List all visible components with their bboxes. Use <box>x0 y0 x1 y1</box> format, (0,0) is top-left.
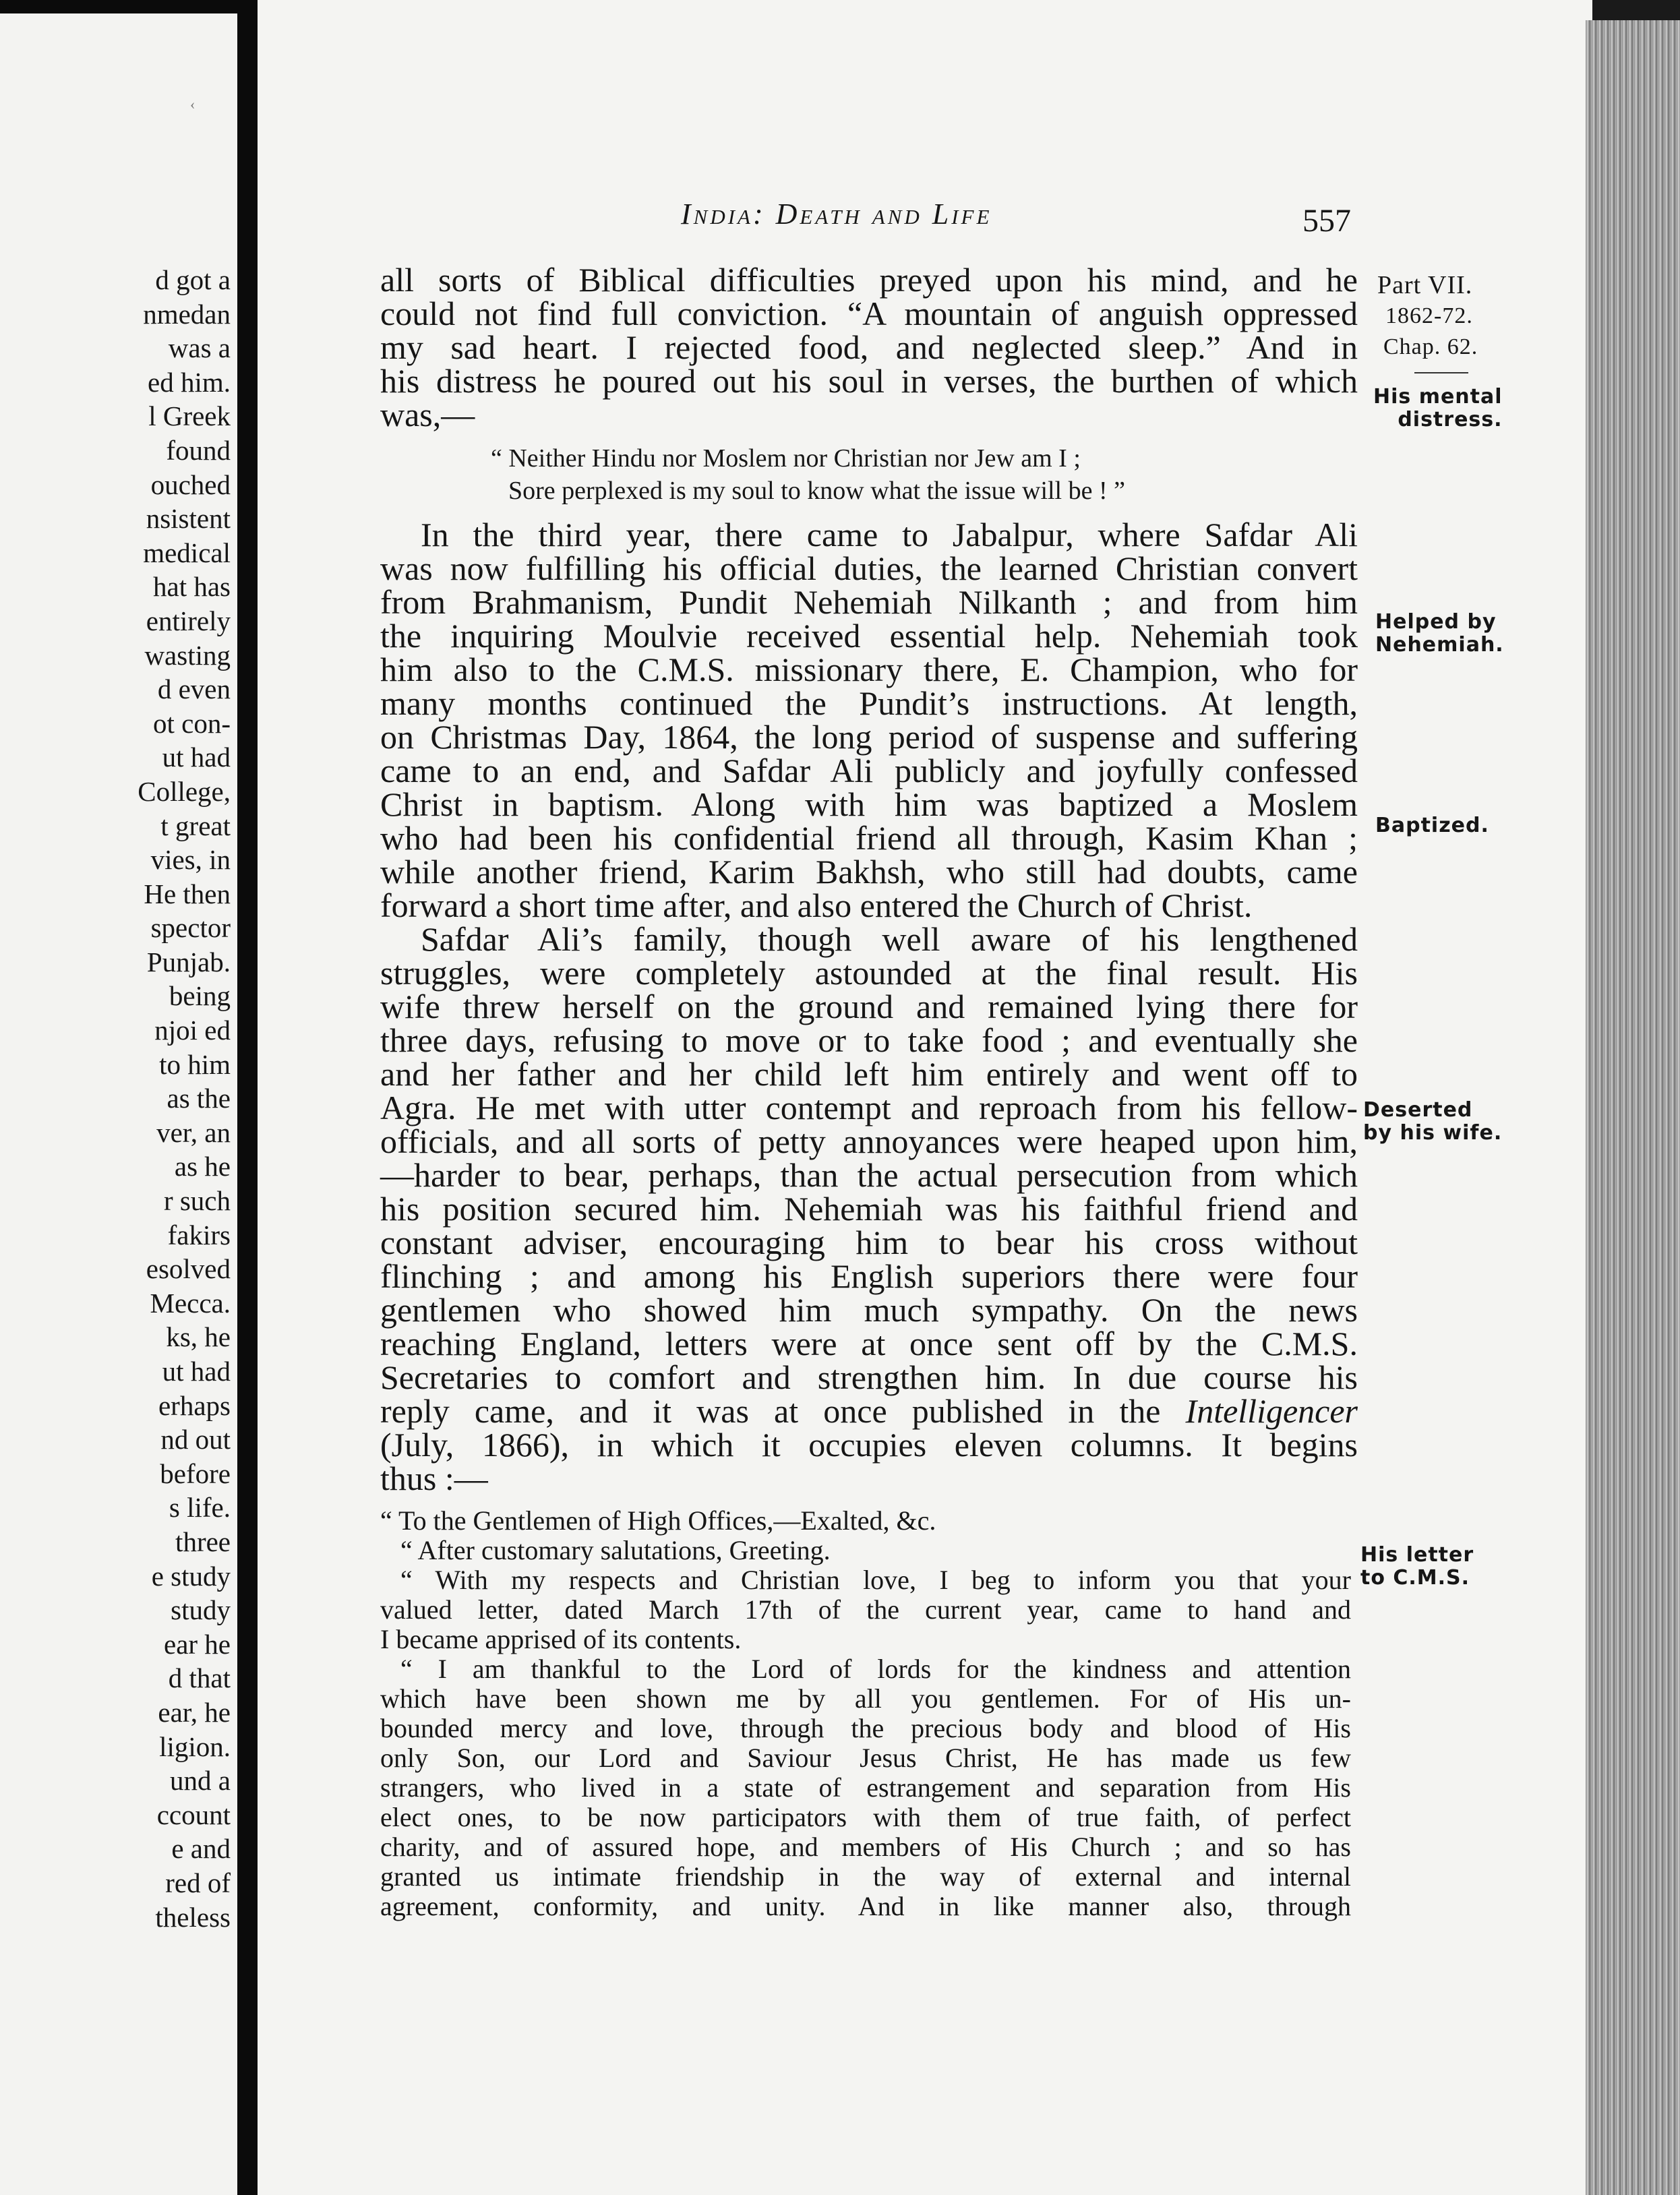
text-line: thus :— <box>380 1460 488 1497</box>
previous-page-line: vies, in <box>150 844 231 876</box>
letter-line: strangers, who lived in a state of estrangement and separation from His <box>380 1772 1351 1803</box>
journal-title: Intelligencer <box>1185 1392 1358 1430</box>
text-line: was,— <box>380 396 475 433</box>
margin-note-line: Nehemiah. <box>1375 633 1504 657</box>
letter-line: “ After customary salutations, Greeting. <box>400 1535 831 1565</box>
previous-page-line: s life. <box>169 1492 231 1524</box>
margin-note-line: to C.M.S. <box>1360 1566 1470 1590</box>
text-line: was now fulfilling his official duties, the learned Christian convert <box>380 549 1358 587</box>
text-line: —harder to bear, perhaps, than the actual persecution from which <box>380 1156 1358 1194</box>
previous-page-line: wasting <box>144 639 231 671</box>
margin-part: Part VII. <box>1377 271 1473 299</box>
text-line: many months continued the Pundit’s instructions. At length, <box>380 684 1358 722</box>
main-text <box>380 263 1358 1921</box>
letter-excerpt <box>380 1506 1358 1921</box>
text-line: In the third year, there came to Jabalpur, where Safdar Ali <box>421 516 1358 553</box>
margin-note-line: by his wife. <box>1363 1121 1503 1145</box>
margin-rule <box>1414 372 1468 373</box>
margin-note-line: His mental <box>1373 385 1503 409</box>
paragraph-3 <box>380 922 1358 1495</box>
text-line: the inquiring Moulvie received essential help. Nehemiah took <box>380 617 1358 655</box>
text-line: who had been his confidential friend all through, Kasim Khan ; <box>380 819 1358 857</box>
margin-note-deserted <box>1363 1099 1502 1145</box>
text-line: constant adviser, encouraging him to bear his cross without <box>380 1224 1358 1261</box>
previous-page-line: three <box>175 1526 231 1557</box>
text-line: Secretaries to comfort and strengthen him. In due course his <box>380 1358 1358 1396</box>
text-line: all sorts of Biblical difficulties preyed upon his mind, and he <box>380 261 1358 299</box>
previous-page-line: to him <box>159 1048 231 1080</box>
text-line: officials, and all sorts of petty annoyances were heaped upon him, <box>380 1122 1358 1160</box>
page-number: 557 <box>1302 203 1351 239</box>
page-stack-edges <box>1586 20 1680 2195</box>
text-line: gentlemen who showed him much sympathy. On the news <box>380 1291 1358 1329</box>
text-line: Safdar Ali’s family, though well aware of his lengthened <box>421 920 1358 958</box>
previous-page-line: was a <box>168 332 231 364</box>
previous-page-line: ear, he <box>158 1696 231 1728</box>
previous-page-line: entirely <box>146 605 231 636</box>
text-line: struggles, were completely astounded at the final result. His <box>380 954 1358 992</box>
text-line: could not find full conviction. “A mountain of anguish oppressed <box>380 295 1358 332</box>
letter-line: only Son, our Lord and Saviour Jesus Christ, He has made us few <box>380 1743 1351 1773</box>
margin-note-mental-distress <box>1373 386 1503 431</box>
paragraph-1 <box>380 263 1358 431</box>
text-line: his distress he poured out his soul in verses, the burthen of which <box>380 362 1358 400</box>
previous-page-line: study <box>171 1594 231 1626</box>
letter-line: “ With my respects and Christian love, I beg to inform you that your <box>400 1565 1351 1595</box>
previous-page-line: theless <box>155 1901 231 1933</box>
previous-page-line: l Greek <box>148 400 231 432</box>
letter-line: which have been shown me by all you gentlemen. For of His un- <box>380 1683 1351 1714</box>
text-line: Agra. He met with utter contempt and reproach from his fellow- <box>380 1089 1358 1126</box>
previous-page-line: r such <box>163 1185 231 1217</box>
previous-page-line: ot con- <box>153 707 231 739</box>
text-line: (July, 1866), in which it occupies eleven columns. It begins <box>380 1426 1358 1464</box>
previous-page-line: Mecca. <box>150 1287 231 1319</box>
previous-page-line: e study <box>151 1560 231 1592</box>
letter-line: “ To the Gentlemen of High Offices,—Exalted, &c. <box>380 1505 936 1536</box>
text-line: my sad heart. I rejected food, and neglected sleep.” And in <box>380 328 1358 366</box>
text-line: from Brahmanism, Pundit Nehemiah Nilkanth ; and from him <box>380 583 1358 621</box>
letter-line: “ I am thankful to the Lord of lords for the kindness and attention <box>400 1654 1351 1684</box>
margin-note-line: Helped by <box>1375 610 1497 634</box>
previous-page-line: t great <box>160 810 231 841</box>
text-line: flinching ; and among his English superiors there were four <box>380 1257 1358 1295</box>
text-line: him also to the C.M.S. missionary there, E. Champion, who for <box>380 651 1358 688</box>
previous-page-line: College, <box>138 775 231 807</box>
text-line: and her father and her child left him entirely and went off to <box>380 1055 1358 1093</box>
letter-line: valued letter, dated March 17th of the current year, came to hand and <box>380 1594 1351 1625</box>
previous-page-line: und a <box>170 1765 231 1797</box>
previous-page-text <box>138 263 231 1934</box>
previous-page-line: erhaps <box>158 1389 231 1421</box>
letter-line: charity, and of assured hope, and members of His Church ; and so has <box>380 1832 1351 1862</box>
previous-page-line: ccount <box>156 1799 231 1830</box>
previous-page-line: d that <box>168 1662 231 1694</box>
margin-note-helped <box>1375 611 1504 657</box>
text-line: while another friend, Karim Bakhsh, who still had doubts, came <box>380 853 1358 891</box>
letter-line: I became apprised of its contents. <box>380 1624 742 1654</box>
letter-line: elect ones, to be now participators with them of true faith, of perfect <box>380 1802 1351 1832</box>
previous-page-line: ver, an <box>156 1116 231 1148</box>
margin-note-line: distress. <box>1398 408 1503 431</box>
text-line: wife threw herself on the ground and remained lying there for <box>380 988 1358 1025</box>
previous-page-line: ut had <box>162 742 231 773</box>
text-line: on Christmas Day, 1864, the long period of suspense and suffering <box>380 718 1358 756</box>
previous-page-line: red of <box>165 1867 231 1898</box>
letter-line: granted us intimate friendship in the way of external and internal <box>380 1861 1351 1892</box>
margin-note-line: Deserted <box>1363 1098 1473 1122</box>
margin-years: 1862-72. <box>1385 303 1473 328</box>
previous-page-line: as he <box>174 1151 231 1182</box>
previous-page-line: ks, he <box>166 1321 231 1353</box>
margin-note-line: His letter <box>1360 1543 1474 1567</box>
previous-page-line: He then <box>144 878 231 909</box>
previous-page-line: medical <box>143 537 231 568</box>
previous-page-line: being <box>169 980 231 1012</box>
verse-quote <box>380 442 1358 507</box>
previous-page-line: e and <box>171 1833 231 1865</box>
previous-page-line: nd out <box>160 1424 231 1455</box>
margin-note-line: Baptized. <box>1375 814 1489 837</box>
previous-page-line: ligion. <box>159 1731 231 1762</box>
running-head: India: Death and Life <box>681 198 992 231</box>
margin-chapter: Chap. 62. <box>1383 334 1478 359</box>
previous-page-line: Punjab. <box>146 946 231 978</box>
letter-line: bounded mercy and love, through the precious body and blood of His <box>380 1713 1351 1743</box>
margin-note-baptized <box>1375 814 1489 837</box>
paragraph-2 <box>380 518 1358 922</box>
previous-page-line: fakirs <box>167 1219 231 1251</box>
text-line: forward a short time after, and also entered the Church of Christ. <box>380 886 1253 924</box>
previous-page-line: spector <box>150 912 231 944</box>
text-line: Christ in baptism. Along with him was baptized a Moslem <box>380 785 1358 823</box>
previous-page-line: found <box>166 434 231 466</box>
page-mark: ‹ <box>190 96 196 113</box>
previous-page-line: d even <box>157 673 231 705</box>
previous-page-line: ut had <box>162 1356 231 1387</box>
previous-page-line: ouched <box>150 469 231 500</box>
previous-page-line: as the <box>167 1083 231 1114</box>
text-line: reaching England, letters were at once sent off by the C.M.S. <box>380 1325 1358 1362</box>
previous-page-line: d got a <box>155 264 231 295</box>
previous-page-line: nsistent <box>146 503 231 535</box>
previous-page-line: hat has <box>153 571 231 603</box>
text-line: his position secured him. Nehemiah was his faithful friend and <box>380 1190 1358 1228</box>
previous-page-fragment <box>0 13 237 2195</box>
text-line <box>380 1394 1358 1428</box>
previous-page-line: nmedan <box>143 298 231 330</box>
text-segment: reply came, and it was at once published in the <box>380 1392 1161 1430</box>
previous-page-line: esolved <box>146 1253 231 1285</box>
previous-page-line: njoi ed <box>154 1015 231 1046</box>
text-line: came to an end, and Safdar Ali publicly and joyfully confessed <box>380 752 1358 789</box>
verse-line: Sore perplexed is my soul to know what the issue will be ! ” <box>508 477 1126 505</box>
previous-page-line: ed him. <box>148 366 231 398</box>
verse-line: “ Neither Hindu nor Moslem nor Christian nor Jew am I ; <box>491 444 1081 473</box>
previous-page-line: ear he <box>164 1628 231 1660</box>
margin-note-letter <box>1360 1544 1474 1590</box>
previous-page-line: before <box>160 1457 231 1489</box>
letter-line: agreement, conformity, and unity. And in like manner also, through <box>380 1891 1351 1921</box>
text-line: three days, refusing to move or to take food ; and eventually she <box>380 1021 1358 1059</box>
